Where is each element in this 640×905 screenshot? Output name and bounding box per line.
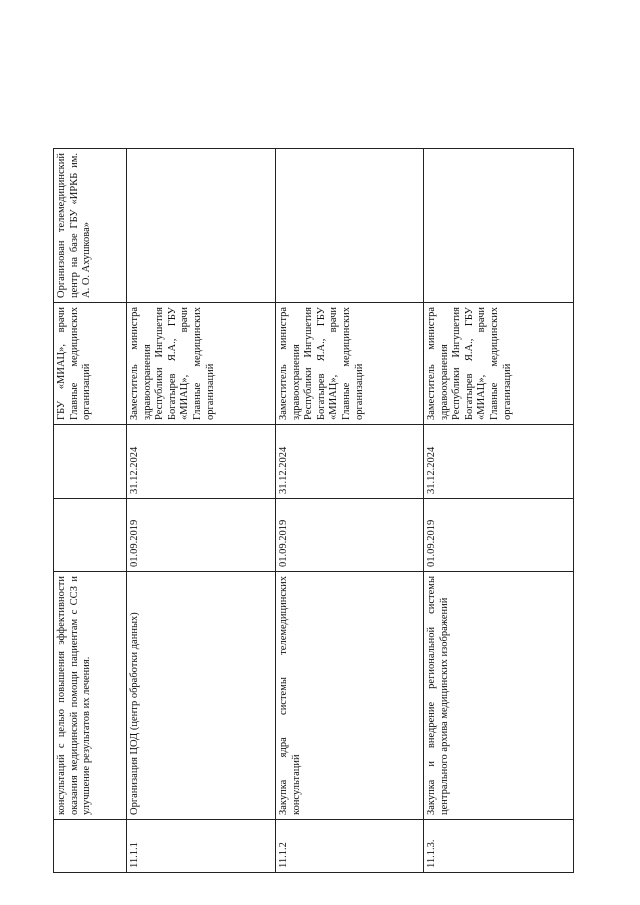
row-number: 11.1.1 <box>127 820 276 873</box>
responsible-cell: Заместитель министра здравоохранения Республики Ингушетия Богатырев Я.А., ГБУ «МИАЦ», врачи Главные медицинских организаций <box>276 303 424 425</box>
row-number: 11.1.3. <box>424 820 574 873</box>
table-row <box>276 149 424 873</box>
end-date-cell <box>54 425 127 499</box>
rotated-page <box>53 149 573 873</box>
table-row <box>127 149 276 873</box>
row-number: 11.1.2 <box>276 820 424 873</box>
start-date-cell <box>54 499 127 572</box>
start-date-cell: 01.09.2019 <box>276 499 424 572</box>
table-row <box>54 149 127 873</box>
activity-table <box>53 148 574 873</box>
activity-cell: Закупка и внедрение региональной системы центрального архива медицинских изображений <box>424 572 574 820</box>
activity-cell: консультаций с целью повышения эффективности оказания медицинской помощи пациентам с ССЗ и улучшение результатов их лечения. <box>54 572 127 820</box>
responsible-cell: Заместитель министра здравоохранения Республики Ингушетия Богатырев Я.А., ГБУ «МИАЦ», врачи Главные медицинских организаций <box>127 303 276 425</box>
responsible-cell: ГБУ «МИАЦ», врачи Главные медицинских организаций <box>54 303 127 425</box>
end-date-cell: 31.12.2024 <box>276 425 424 499</box>
row-number <box>54 820 127 873</box>
start-date-cell: 01.09.2019 <box>424 499 574 572</box>
end-date-cell: 31.12.2024 <box>127 425 276 499</box>
end-date-cell: 31.12.2024 <box>424 425 574 499</box>
result-cell <box>127 149 276 303</box>
table-row <box>424 149 574 873</box>
result-cell <box>276 149 424 303</box>
start-date-cell: 01.09.2019 <box>127 499 276 572</box>
result-cell: Организован телемедицинский центр на базе ГБУ «ИРКБ им. А. О. Ахушкова» <box>54 149 127 303</box>
activity-cell: Организация ЦОД (центр обработки данных) <box>127 572 276 820</box>
result-cell <box>424 149 574 303</box>
responsible-cell: Заместитель министра здравоохранения Республики Ингушетия Богатырев Я.А., ГБУ «МИАЦ», врачи Главные медицинских организаций <box>424 303 574 425</box>
activity-cell: Закупка ядра системы телемедицинских консультаций <box>276 572 424 820</box>
